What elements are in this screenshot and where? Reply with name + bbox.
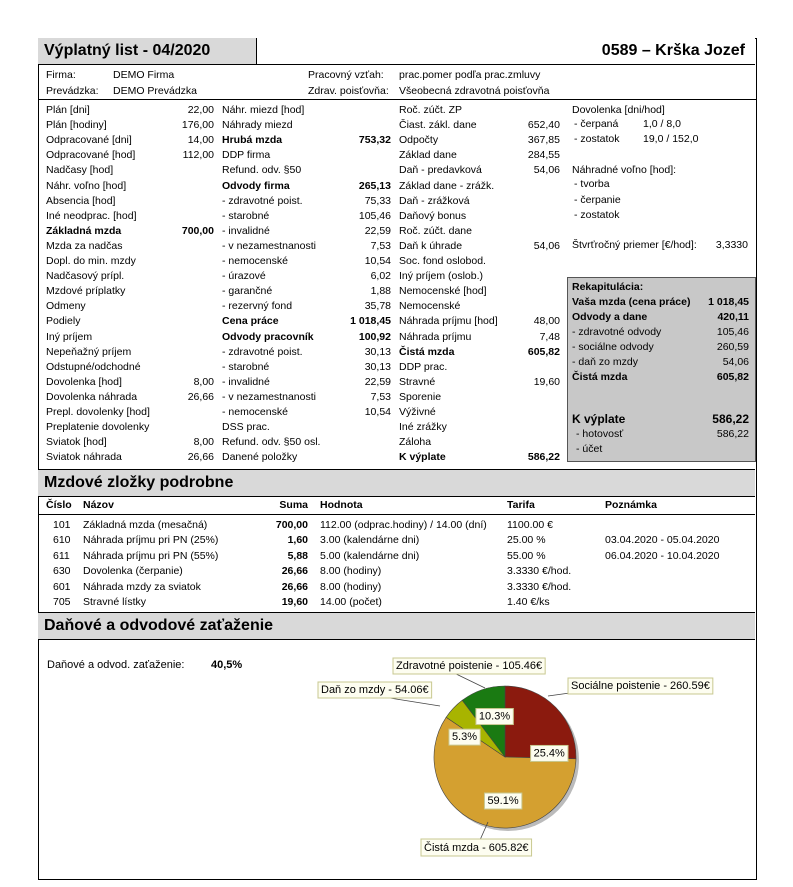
dovolenka-title: Dovolenka [dni/hod]: [572, 104, 665, 116]
col3-label: Záloha: [399, 436, 432, 448]
zlozky-cell-cislo: 611: [53, 550, 70, 562]
col3-label: Iné zrážky: [399, 421, 447, 433]
col3-label: Výživné: [399, 406, 436, 418]
priemer-label: Štvrťročný priemer [€/hod]:: [572, 239, 697, 251]
zlozky-cell-hodnota: 8.00 (hodiny): [320, 581, 382, 593]
pie-outer-label: Daň zo mzdy - 54.06€: [321, 684, 429, 696]
zlozky-cell-poznamka: 06.04.2020 - 10.04.2020: [605, 550, 720, 562]
col-nazov: Názov: [83, 499, 114, 511]
col2-value: 22,59: [364, 376, 391, 388]
recap-label: - sociálne odvody: [572, 341, 654, 353]
col3-label: Daň - zrážková: [399, 195, 470, 207]
col-cislo: Číslo: [46, 499, 72, 511]
pie-outer-label: Zdravotné poistenie - 105.46€: [396, 660, 543, 672]
col3-label: Roč. zúčt. dane: [399, 225, 472, 237]
col3-label: K výplate: [399, 451, 446, 463]
col1-value: 700,00: [181, 225, 214, 237]
col1-label: Plán [dni]: [46, 104, 90, 116]
recap-value: 1 018,45: [708, 296, 749, 308]
col2-label: - zdravotné poist.: [222, 346, 303, 358]
recap-label: Čistá mzda: [572, 371, 628, 383]
col1-label: Iné neodprac. [hod]: [46, 210, 137, 222]
col2-label: - úrazové: [222, 270, 266, 282]
zatazenie-label: Daňové a odvod. zaťaženie:: [47, 659, 185, 671]
firma-value: DEMO Firma: [113, 69, 175, 81]
payslip-title: Výplatný list - 04/2020: [44, 42, 211, 59]
col1-label: Dovolenka [hod]: [46, 376, 122, 388]
col2-value: 1 018,45: [350, 315, 391, 327]
col1-label: Odstupné/odchodné: [46, 361, 141, 373]
zlozky-cell-suma: 19,60: [281, 596, 308, 608]
zlozky-cell-nazov: Náhrada príjmu pri PN (25%): [83, 534, 219, 546]
recap-value: 260,59: [716, 341, 749, 353]
col1-value: 26,66: [187, 391, 214, 403]
priemer-value: 3,3330: [715, 239, 748, 251]
col2-label: - v nezamestnanosti: [222, 240, 316, 252]
col2-value: 1,88: [370, 285, 391, 297]
prevadzka-label: Prevádzka:: [46, 85, 99, 97]
col3-label: Základ dane: [399, 149, 457, 161]
nahradne-volno-zostatok: - zostatok: [574, 209, 620, 221]
col2-label: - starobné: [222, 210, 270, 222]
col1-value: 22,00: [187, 104, 214, 116]
firma-label: Firma:: [46, 69, 76, 81]
col3-label: Roč. zúčt. ZP: [399, 104, 463, 116]
col3-label: DDP prac.: [399, 361, 448, 373]
col-tarifa: Tarifa: [507, 499, 535, 511]
col3-label: Čiast. zákl. dane: [399, 119, 477, 131]
col2-value: 105,46: [358, 210, 391, 222]
poistovna-value: Všeobecná zdravotná poisťovňa: [399, 85, 550, 97]
col2-label: - starobné: [222, 361, 270, 373]
col2-value: 10,54: [364, 406, 391, 418]
recap-label: Odvody a dane: [572, 311, 648, 323]
col1-label: Plán [hodiny]: [46, 119, 107, 131]
col-poznamka: Poznámka: [605, 499, 657, 511]
zlozky-cell-suma: 26,66: [281, 581, 308, 593]
zlozky-cell-hodnota: 112.00 (odprac.hodiny) / 14.00 (dní): [320, 519, 487, 531]
recap-value: 420,11: [717, 311, 749, 323]
recap-label: - zdravotné odvody: [572, 326, 662, 338]
employee-name: 0589 – Krška Jozef: [601, 42, 745, 59]
zlozky-cell-cislo: 101: [53, 519, 71, 531]
col3-label: Náhrada príjmu [hod]: [399, 315, 498, 327]
pie-outer-label: Čistá mzda - 605.82€: [424, 842, 529, 854]
col1-label: Mzdové príplatky: [46, 285, 126, 297]
zlozky-cell-tarifa: 3.3330 €/hod.: [507, 565, 572, 577]
col1-label: Odmeny: [46, 300, 86, 312]
zatazenie-pie-chart: [300, 650, 750, 865]
zlozky-cell-nazov: Náhrada príjmu pri PN (55%): [83, 550, 219, 562]
dovolenka-cerpana-label: - čerpaná: [574, 118, 619, 130]
col3-label: Soc. fond oslobod.: [399, 255, 486, 267]
col2-label: - garančné: [222, 285, 273, 297]
col3-value: 586,22: [527, 451, 560, 463]
col-hodnota: Hodnota: [320, 499, 363, 511]
col1-value: 26,66: [187, 451, 214, 463]
col3-value: 367,85: [527, 134, 560, 146]
col2-label: - rezervný fond: [222, 300, 293, 312]
zlozky-cell-hodnota: 14.00 (počet): [320, 596, 382, 608]
col1-label: Nadčasový prípl.: [46, 270, 125, 282]
zlozky-cell-nazov: Stravné lístky: [83, 596, 147, 608]
col2-label: Danené položky: [222, 451, 298, 463]
col3-label: Daň - predavková: [399, 164, 482, 176]
zlozky-cell-tarifa: 1.40 €/ks: [507, 596, 550, 608]
zlozky-cell-nazov: Náhrada mzdy za sviatok: [83, 581, 201, 593]
col3-label: Základ dane - zrážk.: [399, 180, 495, 192]
col2-label: Refund. odv. §50: [222, 164, 302, 176]
col1-label: Mzda za nadčas: [46, 240, 123, 252]
zlozky-cell-suma: 1,60: [287, 534, 308, 546]
zlozky-cell-cislo: 705: [53, 596, 71, 608]
nahradne-volno-cerpanie: - čerpanie: [574, 194, 621, 206]
col3-label: Nemocenské: [399, 300, 461, 312]
rekapitulacia-title: Rekapitulácia:: [572, 281, 644, 293]
col-suma: Suma: [279, 499, 308, 511]
col1-label: Sviatok [hod]: [46, 436, 107, 448]
col2-value: 6,02: [370, 270, 391, 282]
col1-value: 8,00: [193, 436, 214, 448]
recap-value: 605,82: [716, 371, 749, 383]
col1-label: Nadčasy [hod]: [46, 164, 114, 176]
col1-label: Náhr. voľno [hod]: [46, 180, 127, 192]
col1-label: Prepl. dovolenky [hod]: [46, 406, 150, 418]
col2-value: 7,53: [370, 391, 391, 403]
zlozky-cell-suma: 5,88: [287, 550, 308, 562]
col2-value: 75,33: [364, 195, 391, 207]
zlozky-cell-tarifa: 25.00 %: [507, 534, 546, 546]
col1-label: Podiely: [46, 315, 81, 327]
col2-label: Odvody firma: [222, 180, 290, 192]
col1-label: Sviatok náhrada: [46, 451, 122, 463]
col3-label: Sporenie: [399, 391, 442, 403]
col2-value: 10,54: [364, 255, 391, 267]
col2-label: - zdravotné poist.: [222, 195, 303, 207]
vztah-value: prac.pomer podľa prac.zmluvy: [399, 69, 541, 81]
col1-label: Odpracované [dni]: [46, 134, 132, 146]
k-vyplate-box: [567, 405, 756, 462]
col3-label: Nemocenské [hod]: [399, 285, 487, 297]
pie-pct-label: 59.1%: [487, 795, 519, 808]
col2-label: Náhrady miezd: [222, 119, 293, 131]
col2-label: Hrubá mzda: [222, 134, 283, 146]
col2-value: 100,92: [358, 331, 391, 343]
zlozky-section-title: Mzdové zložky podrobne: [44, 474, 234, 491]
zatazenie-value: 40,5%: [211, 659, 243, 671]
col2-label: - nemocenské: [222, 406, 288, 418]
prevadzka-value: DEMO Prevádzka: [113, 85, 198, 97]
hotovost-value: 586,22: [716, 428, 749, 440]
pie-pct-label: 5.3%: [451, 731, 478, 744]
zlozky-section-header: [38, 469, 755, 497]
zlozky-cell-nazov: Dovolenka (čerpanie): [83, 565, 183, 577]
zlozky-table-header: [38, 496, 755, 515]
pie-pct-label: 25.4%: [533, 747, 565, 760]
col1-label: Absencia [hod]: [46, 195, 116, 207]
zlozky-cell-poznamka: 03.04.2020 - 05.04.2020: [605, 534, 720, 546]
ucet-label: - účet: [576, 443, 603, 455]
col3-label: Odpočty: [399, 134, 439, 146]
col1-label: Základná mzda: [46, 225, 122, 237]
col3-label: Iný príjem (oslob.): [399, 270, 484, 282]
zlozky-cell-tarifa: 3.3330 €/hod.: [507, 581, 572, 593]
zlozky-cell-tarifa: 55.00 %: [507, 550, 546, 562]
col1-value: 176,00: [181, 119, 214, 131]
col3-value: 19,60: [533, 376, 560, 388]
zlozky-cell-cislo: 610: [53, 534, 71, 546]
k-vyplate-label: K výplate: [572, 412, 626, 426]
col2-value: 7,53: [370, 240, 391, 252]
col1-label: Dovolenka náhrada: [46, 391, 138, 403]
zlozky-cell-hodnota: 3.00 (kalendárne dni): [320, 534, 420, 546]
col1-label: Preplatenie dovolenky: [46, 421, 150, 433]
col1-value: 112,00: [182, 149, 214, 161]
col2-value: 30,13: [364, 346, 391, 358]
zatazenie-section-title: Daňové a odvodové zaťaženie: [44, 617, 274, 634]
dovolenka-zostatok-value: 19,0 / 152,0: [643, 133, 699, 145]
pie-pct-label: 10.3%: [478, 710, 511, 723]
k-vyplate-value: 586,22: [712, 412, 749, 426]
col2-value: 753,32: [358, 134, 391, 146]
zlozky-cell-cislo: 630: [53, 565, 71, 577]
col2-value: 265,13: [358, 180, 391, 192]
recap-value: 105,46: [716, 326, 749, 338]
col2-label: Náhr. miezd [hod]: [222, 104, 305, 116]
col3-label: Náhrada príjmu: [399, 331, 472, 343]
info-divider: [38, 99, 757, 100]
col3-label: Stravné: [399, 376, 436, 388]
col3-value: 54,06: [533, 240, 560, 252]
recap-label: Vaša mzda (cena práce): [572, 296, 691, 308]
col3-value: 652,40: [527, 119, 560, 131]
dovolenka-cerpana-value: 1,0 / 8,0: [643, 118, 681, 130]
col1-label: Odpracované [hod]: [46, 149, 136, 161]
col1-value: 14,00: [187, 134, 214, 146]
zlozky-cell-cislo: 601: [53, 581, 71, 593]
col2-label: DSS prac.: [222, 421, 270, 433]
col2-value: 30,13: [364, 361, 391, 373]
col3-value: 7,48: [539, 331, 560, 343]
poistovna-label: Zdrav. poisťovňa:: [308, 85, 389, 97]
recap-label: - daň zo mzdy: [572, 356, 638, 368]
nahradne-volno-tvorba: - tvorba: [574, 178, 610, 190]
vztah-label: Pracovný vzťah:: [308, 69, 384, 81]
zatazenie-section-header: [38, 612, 755, 640]
zlozky-cell-tarifa: 1100.00 €: [507, 519, 553, 531]
zlozky-cell-hodnota: 8.00 (hodiny): [320, 565, 382, 577]
col1-label: Dopl. do min. mzdy: [46, 255, 136, 267]
col2-label: - invalidné: [222, 376, 270, 388]
col2-label: - invalidné: [222, 225, 270, 237]
payslip-header: [38, 38, 755, 65]
col2-label: Odvody pracovník: [222, 331, 314, 343]
zlozky-cell-hodnota: 5.00 (kalendárne dni): [320, 550, 420, 562]
zlozky-cell-nazov: Základná mzda (mesačná): [83, 519, 208, 531]
col2-label: DDP firma: [222, 149, 271, 161]
zlozky-cell-suma: 700,00: [275, 519, 308, 531]
hotovost-label: - hotovosť: [576, 428, 624, 440]
col3-value: 54,06: [533, 164, 560, 176]
col3-label: Daň k úhrade: [399, 240, 463, 252]
recap-value: 54,06: [722, 356, 749, 368]
col3-value: 605,82: [527, 346, 560, 358]
col2-label: Refund. odv. §50 osl.: [222, 436, 321, 448]
nahradne-volno-title: Náhradné voľno [hod]:: [572, 164, 677, 176]
col1-label: Nepeňažný príjem: [46, 346, 132, 358]
col2-label: Cena práce: [222, 315, 279, 327]
col3-value: 284,55: [527, 149, 560, 161]
col3-label: Daňový bonus: [399, 210, 467, 222]
rekapitulacia-box: [567, 277, 756, 407]
col1-value: 8,00: [193, 376, 214, 388]
col2-value: 35,78: [364, 300, 391, 312]
col2-value: 22,59: [364, 225, 391, 237]
col3-value: 48,00: [533, 315, 560, 327]
col2-label: - v nezamestnanosti: [222, 391, 316, 403]
col2-label: - nemocenské: [222, 255, 288, 267]
dovolenka-zostatok-label: - zostatok: [574, 133, 620, 145]
pie-outer-label: Sociálne poistenie - 260.59€: [571, 680, 710, 692]
col3-label: Čistá mzda: [399, 346, 455, 358]
col1-label: Iný príjem: [46, 331, 93, 343]
zlozky-cell-suma: 26,66: [281, 565, 308, 577]
